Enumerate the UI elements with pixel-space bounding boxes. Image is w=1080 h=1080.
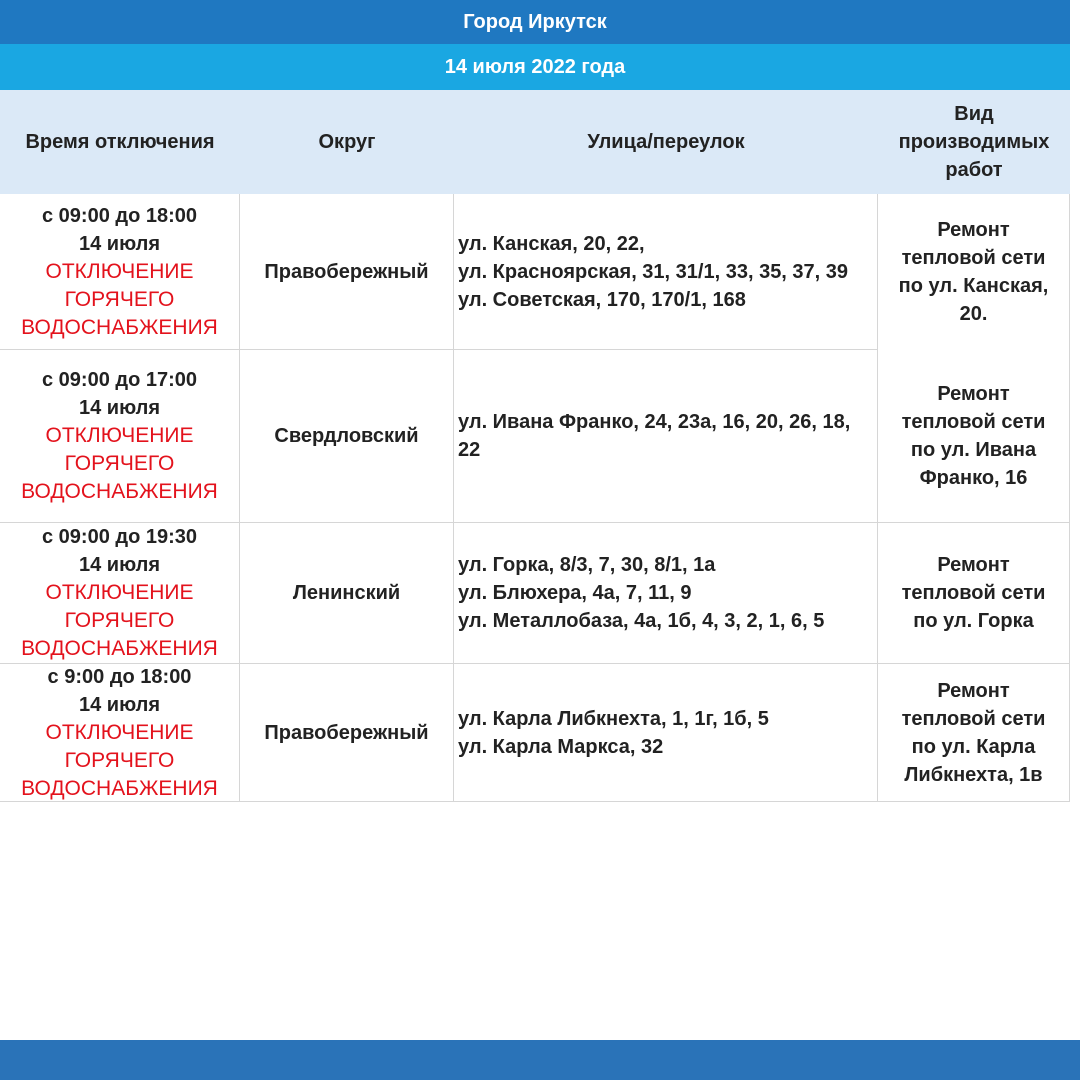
district-cell: Ленинский	[240, 523, 454, 664]
table-row	[0, 523, 1070, 664]
footer-bar	[0, 1040, 1080, 1080]
time-day: 14 июля	[78, 554, 161, 576]
street-line: ул. Красноярская, 31, 31/1, 33, 35, 37, 39	[458, 260, 849, 283]
time-cell	[0, 664, 240, 802]
streets-cell	[454, 664, 878, 802]
time-cell	[0, 350, 240, 523]
district-cell: Правобережный	[240, 194, 454, 350]
time-cell	[0, 194, 240, 350]
notice-line: ОТКЛЮЧЕНИЕ	[45, 259, 194, 283]
street-line: ул. Металлобаза, 4а, 1б, 4, 3, 2, 1, 6, 5	[458, 610, 825, 632]
district-cell: Свердловский	[240, 350, 454, 523]
date-title: 14 июля 2022 года	[0, 44, 1070, 90]
work-line: Франко, 16	[919, 467, 1028, 489]
work-line: тепловой сети	[901, 582, 1046, 604]
work-line: по ул. Ивана	[910, 439, 1037, 461]
work-cell	[878, 194, 1070, 350]
district-cell: Правобережный	[240, 664, 454, 802]
work-cell	[878, 664, 1070, 802]
notice-line: ОТКЛЮЧЕНИЕ	[45, 424, 194, 447]
time-day: 14 июля	[78, 693, 161, 716]
notice-line: ВОДОСНАБЖЕНИЯ	[21, 315, 218, 339]
table-row	[0, 664, 1070, 802]
header-district: Округ	[318, 131, 376, 153]
time-day: 14 июля	[78, 232, 161, 255]
time-range: с 09:00 до 17:00	[41, 369, 197, 391]
time-cell	[0, 523, 240, 664]
work-line: 20.	[959, 303, 988, 325]
header-street: Улица/переулок	[587, 131, 745, 153]
work-line: тепловой сети	[901, 411, 1046, 433]
time-range: с 09:00 до 18:00	[41, 204, 197, 227]
street-line: ул. Карла Маркса, 32	[458, 735, 664, 758]
header-work-line: работ	[945, 159, 1003, 181]
notice-line: ГОРЯЧЕГО	[64, 609, 175, 632]
street-line: ул. Блюхера, 4а, 7, 11, 9	[458, 582, 692, 604]
work-cell	[878, 523, 1070, 664]
header-work-line: производимых	[898, 131, 1050, 153]
work-line: по ул. Карла	[911, 735, 1036, 758]
work-line: Ремонт	[937, 383, 1010, 405]
work-line: Ремонт	[937, 554, 1010, 576]
notice-line: ОТКЛЮЧЕНИЕ	[45, 720, 194, 744]
street-line: ул. Горка, 8/3, 7, 30, 8/1, 1а	[458, 554, 716, 576]
header-work-line: Вид	[954, 103, 994, 125]
street-line: ул. Канская, 20, 22,	[458, 232, 645, 255]
table-header	[0, 90, 1070, 194]
streets-cell	[454, 523, 878, 664]
work-line: Либкнехта, 1в	[904, 763, 1043, 786]
streets-cell	[454, 194, 878, 350]
street-line: ул. Советская, 170, 170/1, 168	[458, 288, 746, 311]
work-line: Ремонт	[937, 219, 1010, 241]
notice-line: ВОДОСНАБЖЕНИЯ	[21, 480, 218, 503]
notice-line: ГОРЯЧЕГО	[64, 287, 175, 311]
street-line: ул. Ивана Франко, 24, 23а, 16, 20, 26, 18,	[458, 411, 851, 433]
work-line: Ремонт	[937, 679, 1010, 702]
notice-line: ГОРЯЧЕГО	[64, 452, 175, 475]
work-line: по ул. Канская,	[898, 275, 1049, 297]
time-range: с 9:00 до 18:00	[47, 665, 192, 688]
work-cell	[878, 350, 1070, 523]
street-line: ул. Карла Либкнехта, 1, 1г, 1б, 5	[458, 707, 769, 730]
notice-line: ГОРЯЧЕГО	[64, 748, 175, 772]
work-line: тепловой сети	[901, 247, 1046, 269]
table-row	[0, 194, 1070, 350]
city-title: Город Иркутск	[0, 0, 1070, 44]
time-range: с 09:00 до 19:30	[41, 526, 197, 548]
notice-line: ВОДОСНАБЖЕНИЯ	[21, 637, 218, 660]
notice-line: ОТКЛЮЧЕНИЕ	[45, 581, 194, 604]
streets-cell	[454, 350, 878, 523]
header-time: Время отключения	[25, 131, 215, 153]
work-line: по ул. Горка	[913, 610, 1034, 632]
street-line: 22	[458, 439, 481, 461]
time-day: 14 июля	[78, 397, 161, 419]
work-line: тепловой сети	[901, 707, 1046, 730]
table-row	[0, 350, 1070, 523]
notice-line: ВОДОСНАБЖЕНИЯ	[21, 776, 218, 800]
header-work	[878, 90, 1070, 194]
